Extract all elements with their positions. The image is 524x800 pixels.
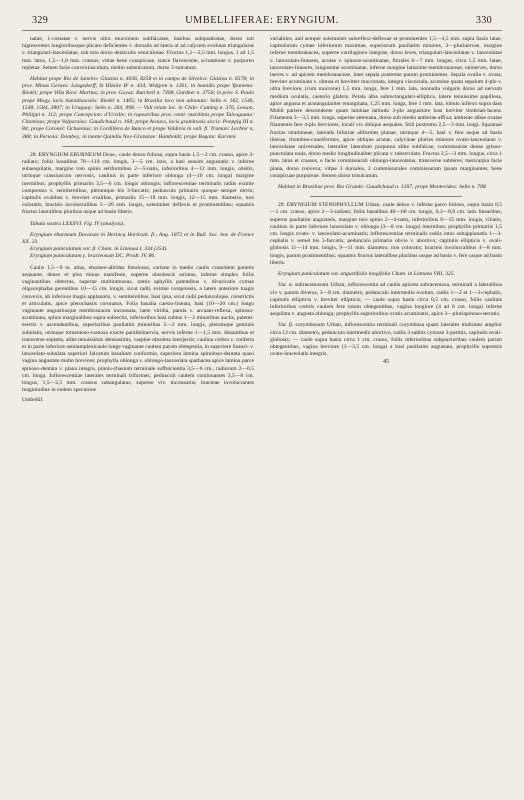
tabula-reference: Tabula nostra LXXXVI. Fig. IV (analysis). [30, 220, 125, 227]
synonym: Eryngium eburneum Decaisne in Herincq Horticult. fr., Aug. 1872 et in Bull. Soc. bot. de France XX. 23. [22, 231, 254, 246]
synonym: Eryngium paniculatum γ. bracteosum DC. Prodr. IV. 86. [30, 253, 156, 260]
morphology-description: Caulis 1,5—9 m. altus, eburneo-albidus fistulosus, caritate in medio caulis crassitiem parietis aequante, denso et plus minus manifeste, superne obsolescis striatus, inferne simplex foliis vaginantibus obtectus, superne multiramosus, ramis aphyllis patentibus v. divaricatis cymae oligocephalas gerentibus 10—15 cm. longis, sicut radii, eximie compressis, a latere anteriore tuagis convexis, ab inferiore magis applanatis, v. semiteretibus, basi ipsa, sicut radii pedunculique, constrictis et articulatis, apice plerochasiis coronatus. Folia basalia caesio-lineata, basi (10—20 cm.) longo vaginante angustiusque membranacea incrassata, laete viridia, patula v. arcuato-reflexa, spinoso-acuminata, spinis marginalibus supra subrectis, inferioribus basi subtus 1—2 minoribus auctis, patenti-erectis v. ascendentibus, superioribus paullatim minoribus 5—2 mm. longis, plerumque geminis subulatis, utrinque tomentoso-carnosa exacte parallelinervia, nervis inferne 1—1,5 mm. distantibus et transverse septatis, alike tenuissimis densissimis, vaspine obsoleta interjectis; caulina crebra v. conferta et in parte inferiore semiamplexicaule longe vaginante caulem parum obtegentia, in superiore lineari- v. lanceolato-subulata superiori falcatum basalium conformia, superiora lamina spinuloso-dentata quasi vagina angustate multo breviore; prophylla oblonga v. oblongo-lanceolata spathacea apice lamina parce spinoso-dentata v. plana integra, pinnis-chasium terminale suffulcientia 3,5—6 cm., radiorum 2—6,5 cm. longa. Inflorescentiae laterales terminali triformes; pedunculi caulem continuantes 3,5—8 cm. longus, 1,5—2,5 mm. crassus subangulatus, superne viv. incrassatus; bracteae involucrantes magnitudine in eodem specimine [22, 264, 254, 394]
habitat-paragraph: Habitat in Brasiliae prov. Rio Grande: Gaudichaud n. 1267; prope Montevidea: Sello n. 708. [278, 184, 488, 191]
page-mark: 45 [383, 359, 389, 366]
signature-label: Umbellif. [22, 397, 44, 404]
section-divider [62, 146, 214, 147]
species-description: 28. ERYNGIUM EBURNEUM Dcne., caule denso foliosa, supra basin 1,5—2 cm. crasso, apice 3-radiato; foliis basalibus 70—110 cm. longis, 3—5 cm. latis, a basi sensim angustatis v. inferne subaequilatis, margine toto spinis setiformibus 2—5-natis, inferioribus 4—12 mm. longis, obsitis, utrinque crassiusculo nervosis, caulinis in parte inferiore oblonga (4—10 cm. longa) margine inermibus; prophyllis primariis 3,5—6 cm. longis oblongis; inflorescentiae terminalis radiis eximie compressis v. semiteretibus, plerumque bis 3-furcatis; pedunculo primario quoque semper obvio; capitulis ovalibus v. breviter ovalibus, primariis 15—18 mm. longis, 12—15 mm. diametro, non coloratis; bracteis involucralibus 5—20 mm. longis, solemniter deflexis et prominentibus; squamis fructus lateralibus pluribus usque ad basin liberis. [22, 151, 254, 216]
section-divider [310, 196, 462, 197]
running-title: UMBELLIFERAE: ERYNGIUM. [185, 15, 339, 26]
page-number-left: 329 [32, 15, 49, 26]
right-column [270, 36, 502, 405]
species-description: 29. ERYNGIUM STENOPHYLLUM Urban, caule denso v. inferne parce folioso, supra basin 0,5—1 cm. crasso, apice 2—3-radiato; foliis basalibus 40—60 cm. longis, 0,3—0,8 cm. latis linearibus, superne paullatim angustatis, margine toto spinis 2—4-natis, inferioribus 8—15 mm. longis, ciliatis, caulinis in parte inferiore lanceolato v. oblonga (3—8 cm. longo) inermibus; prophyllis primariis 1,5 cm. longis ovato- v. lanceolato-acuminatis; inflorescentiae terminalis radiis intus subapplanatis 1—3-cephalis v. semel bis 3-furcatis; pedunculo primario obvio v. abortivo; capitulis ellipticis v. ovali-globosis 11—14 mm. longis, 9—11 mm. diametro, non coloratis; bracteis involucralibus 4—8 mm. longis, parum prominentibus; squamis fructus lateralibus pluribus usque ad basin v. fere usque ad basin liberis. [270, 202, 502, 266]
page-header [22, 14, 502, 31]
paragraph: natae, 1-costatae v. nervis ultra mucronem subfalcatae, basibus subquadratae, dorso toti nigrescentes longioribusque plicato deficientes v. dorsalis ad latera ut ad calycem evolutas triangularas v. triangulari-lanceolatae, sub toto dorso denticulis veniculosae. Fructus 1,2—2,5 mm. longus, 1 ad 1,5 mm. latus, 1,5—1,8 mm. crassus; vittae bene conspicuae, sunce flavescente, scrutatione v. purpureo repletae. Semen facie convexiusculum, medio subsulcatum, dorso 3-sulcatum. [22, 36, 254, 71]
synonym: Eryngium paniculatum var. β. Cham. in Linnaea I. 334 (254). [30, 246, 168, 253]
variety-description: Var. β. corymbosum Urban, inflorescentia terminali corymbosa quam laterales multoties amplior circa 12 cm. diametro, pedunculo intermedio abortivo, radiis 3 subbis cymose 3-partitis, capitulis ovali-globosis; — caule supra basin circa 1 cm. crasso, foliis inferioribus subparcioribus caulem parum obtegentibus, vagina breviore (3—3,5 cm. longa) a basi paullatim angustata, prophyllis supremis ovato-lanceolatis integris. [270, 322, 502, 358]
two-column-body [22, 36, 502, 405]
left-column [22, 36, 254, 405]
variety-description: Var. α. subracemosum Urban, inflorescentia ad caulis apicem subracemosa, terminali a lateralibus vix v. parum diversa, 3—8 cm. diametro, pedunculo intermedio evoluto, radiis 1—2 et 1—3-cephalis, capitulis ellipticis v. breviter ellipticis; — caule supra basin circa 0,5 cm. crasso, foliis caulinis inferioribus crebris caulem fere totum obtegentibus, vagina longiore (4 ad 8 cm. longa) inferne aequilata v. angusta oblonga; prophyllis superioribus ovatis acuminatis, apice 3—pluriapinoso-serratis. [270, 282, 502, 318]
habitat-paragraph: Habitat prope Rio de Janeiro: Glaziou n. 4036, 8258 et in campo de Silveira: Glaziou n. 6578; in prov. Minas Geraes: Langsdorff, St Hilaire B¹ n. 434, Widgren n. 1261; in humidis prope Ypanema: Riedel; prope Villa Rica: Martius; in prov. Goyaz: Burchell n. 7408, Gardner n. 3758; in prov. S. Paulo prope Mogy, locis humidiusculis: Riedel n. 1405; in Brasilia loco non adnotato: Sello n. 182, 1546, 1548, 1584, 3807; in Uruguay: Sello n. 264, 998. — Vidi etiam loc. in Chile: Cuming n. 376, Lesson, Philippi n. 112; prope Concepcion: d'Urville; in rupestribus prov. centr. maritimis prope Talcaguano: Chamisso; prope Valparaiso: Gaudichaud n. 168; prope Arauco, locis graminosis siccis: Poeppig III n. 84; prope Coronel: Ochsenius; in Cordillera de Banco et prope Valdivia in vall. fl. Truman: Lechler n. 388; in Peruvia: Dombey; in monte Quindiu Nov-Granatae: Humboldt; prope Bogota: Karsten. [22, 76, 254, 140]
synonym: Eryngium paniculatum var. angustifolia longifolia Cham. in Linnaea VIII. 325. [278, 271, 455, 278]
page-number-right: 330 [475, 15, 492, 26]
paragraph: variabiles, and semper solemniter subreflexi-deflexae et prominentes 1,5—4,5 mm. supra basin latae, capitulorum cymae inferiorum maximae, superiorum paullatim minores, 3—pluriuervae, margine inferne membranacea, superne cartilagineo integrae, dorso leves, triangulari-lanceolatae v. lanceolatae v. lanceolato-lineares, acutae v. spinoso-acuminatae, florales 6—7 mm. longae, circa 1,5 mm. latae, lanceolato-lineares, longissime acuminatae, inferne margine latissime membranaceae, uninerves, dorso laeves v. ad apicem membranaceae, inter sepala postreme parum prominentes. Sepala ovalia v. ovata, breviter acuminata v. obtusa et brevitter mucronata, integra viscosrala, acumine quam sepalum 4-plo v. ultra breviore, (cum mucrone) 1,5 mm. longa, fere 1 mm. lata, nonnulla vulgaris dorso ad nervum medium oculatis, caeterio glabris. Petala alba subrectangulari-elliptica, latere tenuissime papillosa, apice angusta et acutangulariter emarginata, 1,25 mm. longa, fere 1 mm. lata, lobulo inflexo supra dass Mobil partere descendente quam laminae latitudo 3-plo angustiore basi breviter limbriati-lacera. Filamenta 3—3,5 mm. longa, superne attenuata, dorso sub medio antherae affixa; antherae albae ovatae filamentis fere 4-plo breviores; loculi vix oblique aequales. Stili postremo 2,5—3 mm. longi. Squamae fructus stramineae, lateralis biforiae aliformes planae, utrinque 4—5, basi v. fere usque ad basin liberae, rhomboo-cuneiformes, apice oblique acutae, calycinae pluries minores ovato-lanceolatae v. lanceolatae universales, lateralier lateralum purpurea alike subfalcae, commissurae dense grisoo-punctulata nuda, dorso medio longitudinaliter plicata v. tuberculata. Fructus 2,5—3 mm. longus, circa 1 mm. latus et crassus, e facie commissurali oblongo-lanceolatus, transverse subteres; mericarpia facie plana, dorso convexa; vittae 3 dorsales, 2 commissurales commissuram ipsam marginantes, bene conspicuae purpureae. Semen dorso trisulcatum. [270, 36, 502, 179]
